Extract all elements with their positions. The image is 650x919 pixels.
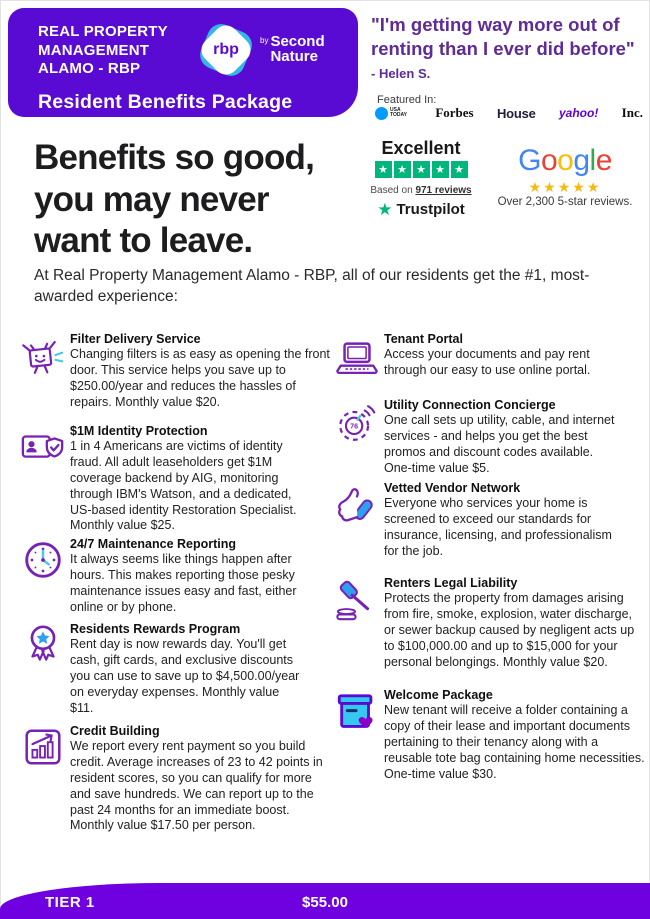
google-reviews-caption: Over 2,300 5-star reviews.	[497, 196, 633, 208]
trustpilot-logo: ★ Trustpilot	[377, 200, 465, 219]
testimonial-quote: "I'm getting way more out of renting than I ever did before"	[371, 14, 635, 60]
inc-logo: Inc.	[621, 105, 643, 120]
benefit-description: Protects the property from damages arising from fire, smoke, explosion, water discharge, or sewer backup caused by negligent acts up to $100,000.00 and up to $15,000 for your personal belongings. Monthly value $20.	[384, 591, 635, 669]
trustpilot-star-icon: ★	[394, 161, 411, 178]
benefit-title: Utility Connection Concierge	[384, 398, 556, 412]
benefit-title: Tenant Portal	[384, 332, 463, 346]
benefit-title: Residents Rewards Program	[70, 622, 241, 636]
trustpilot-star-icon: ★	[375, 161, 392, 178]
legal-gavel-icon	[334, 578, 380, 624]
trustpilot-reviews-link[interactable]: 971 reviews	[415, 185, 472, 196]
usa-today-logo: USA TODAY	[375, 107, 412, 120]
tier-label: TIER 1	[45, 894, 95, 911]
vendor-thumbsup-icon	[334, 484, 380, 530]
benefit-description: It always seems like things happen after hours. This makes reporting those pesky maintenance issues easy and fast, either online or by phone.	[70, 552, 297, 614]
google-stars: ★★★★★	[528, 179, 602, 195]
second-nature-logo	[260, 34, 325, 64]
featured-in-label: Featured In:	[377, 94, 437, 106]
benefit-title: $1M Identity Protection	[70, 424, 208, 438]
featured-logos-row	[375, 105, 643, 121]
rewards-award-icon	[20, 622, 66, 668]
package-title: Resident Benefits Package	[38, 91, 293, 113]
trustpilot-logo-star-icon: ★	[377, 200, 393, 219]
benefit-title: 24/7 Maintenance Reporting	[70, 537, 237, 551]
trustpilot-star-icon: ★	[451, 161, 468, 178]
welcome-package-icon	[334, 690, 380, 736]
usa-today-circle-icon	[375, 107, 388, 120]
intro-paragraph: At Real Property Management Alamo - RBP, all of our residents get the #1, most-awarded experience:	[34, 267, 590, 306]
trustpilot-star-icon: ★	[413, 161, 430, 178]
google-logo: Google	[518, 144, 612, 177]
trustpilot-based-on: Based on 971 reviews	[370, 185, 472, 196]
utility-concierge-icon	[334, 400, 380, 446]
benefit-title: Welcome Package	[384, 688, 493, 702]
trustpilot-star-icon: ★	[432, 161, 449, 178]
testimonial-attribution: - Helen S.	[371, 66, 431, 81]
headline: Benefits so good, you may never want to leave.	[34, 138, 315, 261]
identity-protection-icon	[20, 425, 66, 471]
trustpilot-rating-label: Excellent	[381, 138, 461, 158]
filter-delivery-icon	[20, 334, 66, 380]
forbes-logo: Forbes	[435, 105, 474, 120]
benefit-title: Vetted Vendor Network	[384, 481, 521, 495]
benefit-description: Changing filters is as easy as opening the front door. This service helps you save up to $250.00/year and reduces the hassles of repairs. Monthly value $20.	[70, 347, 330, 409]
company-name: REAL PROPERTY MANAGEMENT ALAMO - RBP	[38, 23, 168, 78]
benefit-title: Credit Building	[70, 724, 160, 738]
benefit-title: Renters Legal Liability	[384, 576, 518, 590]
second-nature-by: by	[260, 36, 269, 45]
tenant-portal-laptop-icon	[334, 336, 380, 382]
benefit-description: 1 in 4 Americans are victims of identity fraud. All adult leaseholders get $1M coverage backend by AIG, monitoring through IBM's Watson, and a dedicated, US-based identity Restoration Specialist. Monthly value $25.	[70, 439, 297, 533]
benefit-title: Filter Delivery Service	[70, 332, 201, 346]
rbp-logo-text: rbp	[213, 41, 239, 58]
benefit-description: Rent day is now rewards day. You'll get cash, gift cards, and exclusive discounts you can use to save up to $4,500.00/year on everyday expenses. Monthly value $11.	[70, 637, 300, 715]
svg-text:76: 76	[350, 422, 359, 431]
credit-chart-icon	[20, 724, 66, 770]
benefit-description: We report every rent payment so you build credit. Average increases of 23 to 42 points in resident scores, so you can qualify for more and save hundreds. We can report up to the past 24 months for an immediate boost. Monthly value $17.50 per person.	[70, 739, 323, 833]
trustpilot-stars	[371, 161, 471, 178]
tier-price: $55.00	[302, 894, 348, 911]
yahoo-logo: yahoo!	[559, 106, 599, 120]
benefit-description: Everyone who services your home is screened to exceed our standards for insurance, licensing, and professionalism for the job.	[384, 496, 612, 558]
tier-bar	[0, 883, 650, 919]
rbp-logo	[196, 20, 256, 80]
benefit-description: New tenant will receive a folder containing a copy of their lease and important documents pertaining to their tenancy along with a reusable tote bag containing home necessities. One-time value $30.	[384, 703, 645, 781]
benefit-description: Access your documents and pay rent through our easy to use online portal.	[384, 347, 591, 377]
header	[8, 8, 358, 117]
benefit-description: One call sets up utility, cable, and internet services - and helps you get the best promos and discount codes available. One-time value $5.	[384, 413, 615, 475]
second-nature-brand: Second Nature	[270, 33, 325, 65]
house-beautiful-logo: House	[496, 105, 536, 121]
maintenance-clock-icon	[20, 537, 66, 583]
